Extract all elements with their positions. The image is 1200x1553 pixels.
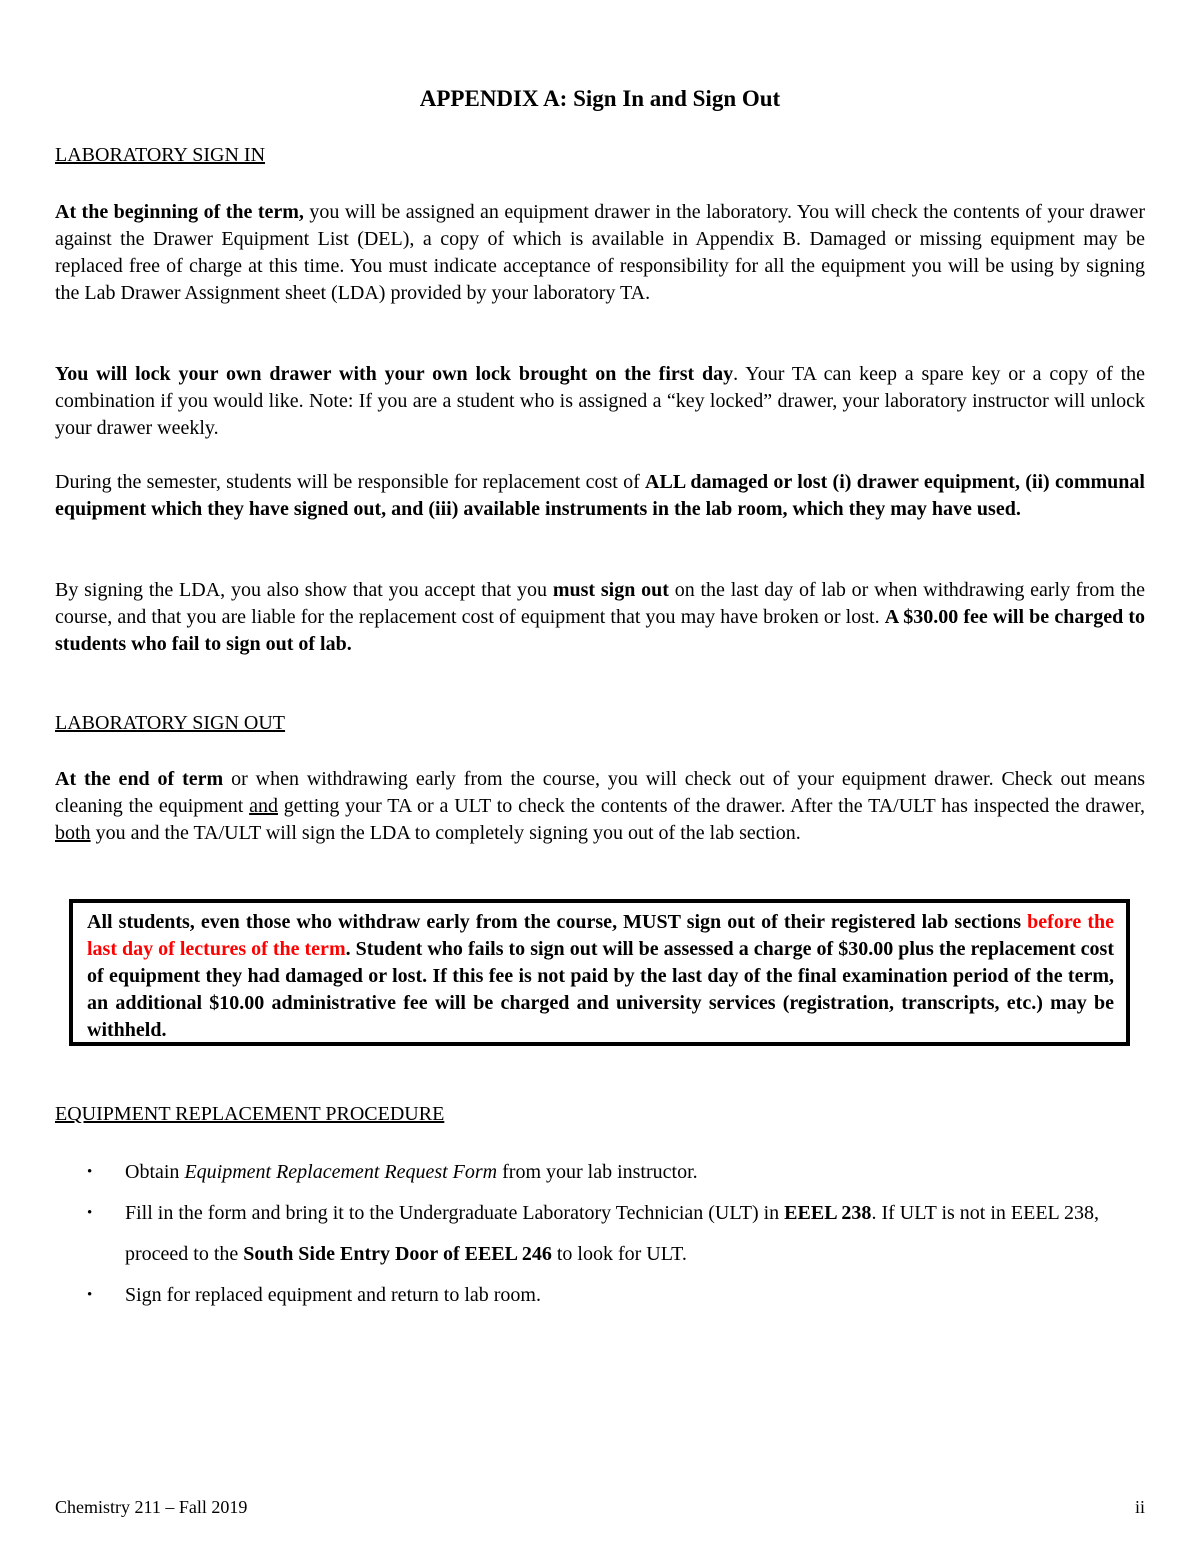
list-item (87, 1152, 1145, 1193)
bullet-icon: • (87, 1164, 93, 1180)
sign-in-p2-text: . Your TA can keep a spare key or a copy of the combination if you would like. Note: If you are a student who is assigned a “key locked” drawer, your laboratory instructor will unlock your drawer weekly. (55, 363, 1146, 439)
document-page (55, 0, 1145, 1553)
page-title: APPENDIX A: Sign In and Sign Out (419, 86, 781, 111)
item-2-text-3: to look for ULT. (551, 1243, 687, 1265)
item-2-bold-1: EEEL 238 (784, 1202, 872, 1224)
replacement-heading: EQUIPMENT REPLACEMENT PROCEDURE (55, 1103, 445, 1125)
notice-text-1: All students, even those who withdraw early from the course, MUST sign out of their registered lab sections (87, 911, 1028, 933)
sign-out-p1-text-2: getting your TA or a ULT to check the contents of the drawer. After the TA/ULT has inspected the drawer, (277, 795, 1145, 817)
sign-out-paragraph (55, 766, 1145, 847)
sign-in-p4-text-2: on the last day of lab or when withdrawing early from the course, and that you are liable for the replacement cost of equipment that you may have broken or lost. (55, 579, 1145, 628)
sign-in-p3-text: During the semester, students will be responsible for replacement cost of (55, 471, 646, 493)
item-1-text-2: from your lab instructor. (497, 1161, 698, 1183)
sign-in-p4-bold-2: A $30.00 fee will be charged to students who fail to sign out of lab. (55, 606, 1145, 655)
item-1-text-1: Obtain (125, 1161, 185, 1183)
footer-course: Chemistry 211 – Fall 2019 (55, 1497, 248, 1517)
sign-in-p4-text-1: By signing the LDA, you also show that you accept that you (55, 579, 553, 601)
sign-out-notice-box (69, 899, 1130, 1046)
sign-out-p1-bold: At the end of term (55, 768, 224, 790)
notice-red-deadline: before the last day of lectures of the term (87, 911, 1114, 960)
sign-out-heading: LABORATORY SIGN OUT (55, 712, 286, 734)
replacement-steps-list (55, 1152, 1145, 1316)
sign-in-paragraph-2 (55, 361, 1145, 442)
item-1-form-name: Equipment Replacement Request Form (184, 1161, 498, 1183)
item-2-bold-2: South Side Entry Door of EEEL 246 (243, 1243, 552, 1265)
item-2-text-1: Fill in the form and bring it to the Undergraduate Laboratory Technician (ULT) in (125, 1202, 785, 1224)
notice-text-2: . Student who fails to sign out will be assessed a charge of $30.00 plus the replacement cost of equipment they had damaged or lost. If this fee is not paid by the last day of the final examination period of the term, an additional $10.00 administrative fee will be charged and university services (registration, transcripts, etc.) may be withheld. (87, 938, 1115, 1041)
sign-out-p1-underline-1: and (249, 795, 278, 817)
sign-out-p1-text-1: or when withdrawing early from the course, you will check out of your equipment drawer. Check out means cleaning the equipment (55, 768, 1145, 817)
list-item (87, 1275, 1145, 1316)
bullet-icon: • (87, 1287, 93, 1303)
notice-text (87, 909, 1114, 1044)
bullet-icon: • (87, 1205, 93, 1221)
footer-page-number: ii (1134, 1497, 1145, 1517)
sign-in-paragraph-1 (55, 199, 1145, 307)
list-item (87, 1193, 1145, 1275)
sign-in-paragraph-4 (55, 577, 1145, 658)
sign-in-paragraph-3 (55, 469, 1145, 523)
sign-in-p2-bold: You will lock your own drawer with your own lock brought on the first day (55, 363, 734, 385)
sign-in-p1-text: you will be assigned an equipment drawer in the laboratory. You will check the contents of your drawer against the Drawer Equipment List (DEL), a copy of which is available in Appendix B. Damaged or missing equipment may be replaced free of charge at this time. You must indicate acceptance of responsibility for all the equipment you will be using by signing the Lab Drawer Assignment sheet (LDA) provided by your laboratory TA. (55, 201, 1145, 304)
sign-out-p1-text-3: you and the TA/ULT will sign the LDA to completely signing you out of the lab section. (90, 822, 801, 844)
sign-out-p1-underline-2: both (55, 822, 91, 844)
sign-in-p1-bold: At the beginning of the term, (55, 201, 304, 223)
sign-in-p3-bold: ALL damaged or lost (i) drawer equipment, (ii) communal equipment which they have signed out, and (iii) available instruments in the lab room, which they may have used. (55, 471, 1145, 520)
item-3-text: Sign for replaced equipment and return to lab room. (125, 1284, 541, 1306)
sign-in-p4-bold-1: must sign out (552, 579, 669, 601)
sign-in-heading: LABORATORY SIGN IN (55, 144, 266, 166)
item-2-text-2: . If ULT is not in EEEL 238, proceed to the (125, 1202, 1100, 1265)
